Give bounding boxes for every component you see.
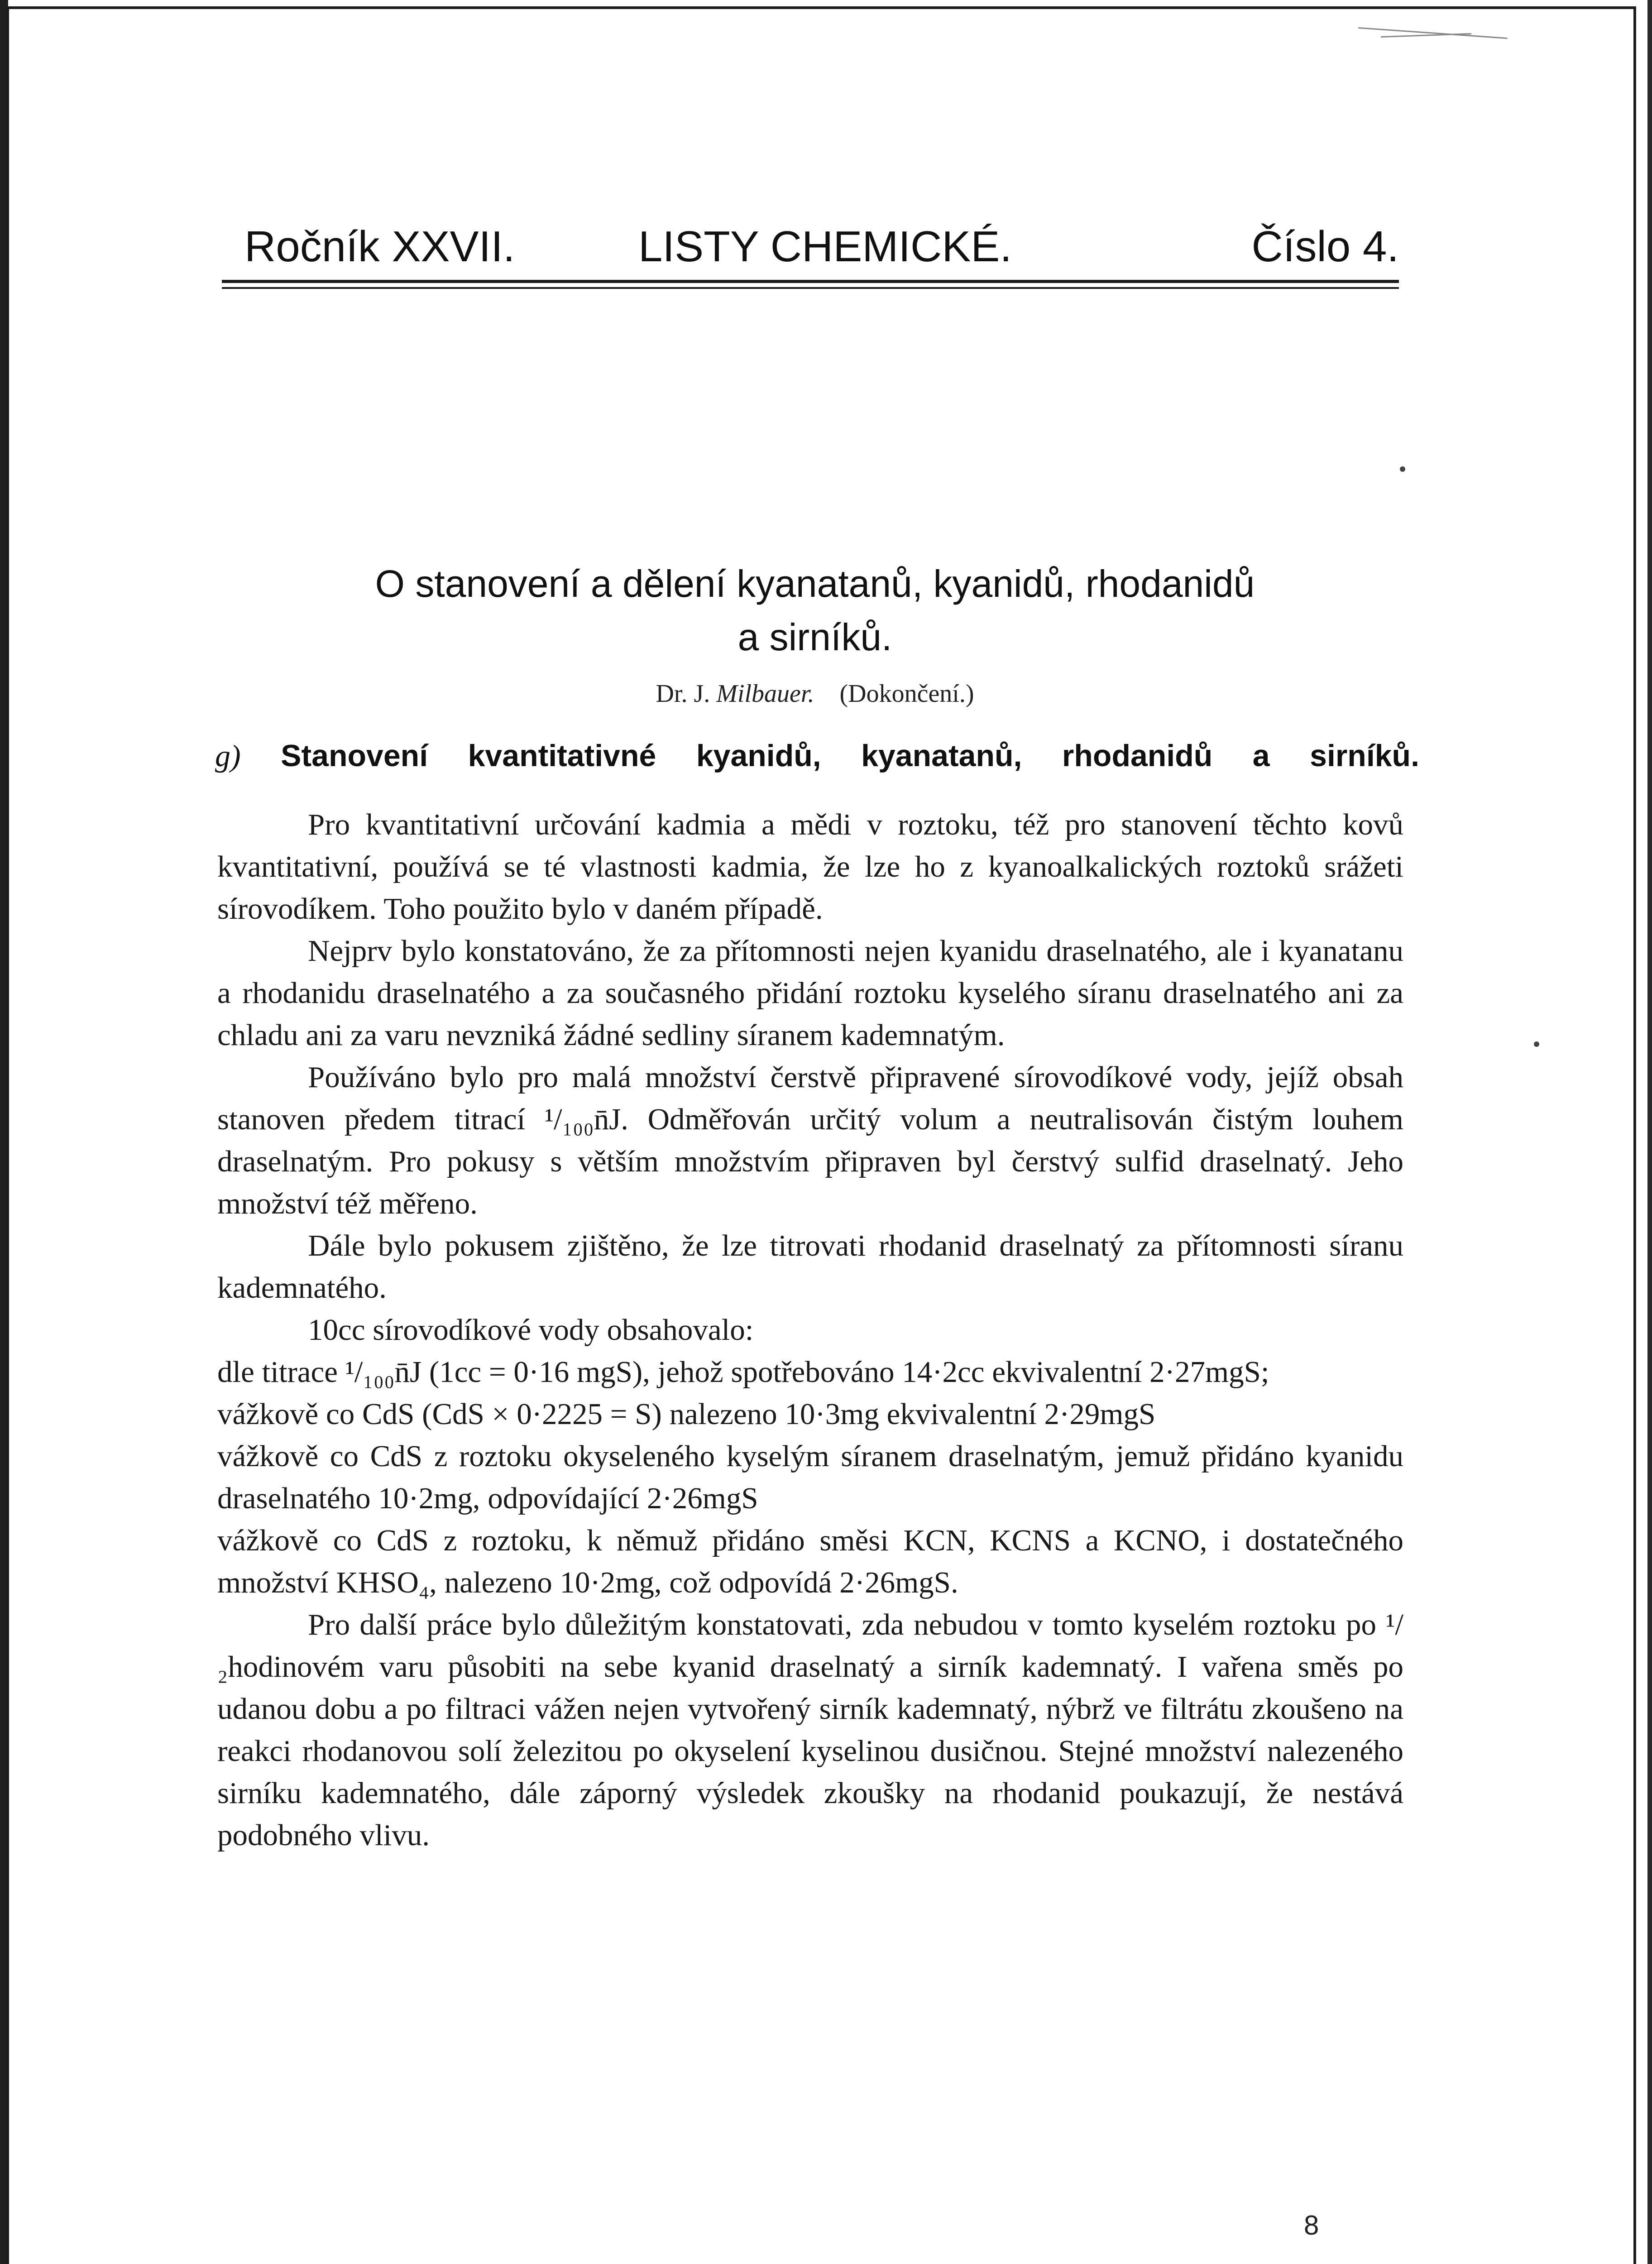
header-journal: LISTY CHEMICKÉ. [638,222,1012,271]
header-volume: Ročník XXVII. [244,222,515,271]
section-letter: g) [215,739,241,773]
scan-speck [1534,1041,1539,1047]
paragraph: Dále bylo pokusem zjištěno, že lze titrovati rhodanid draselnatý za přítomnosti síranu kademnatého. [217,1229,1403,1305]
paragraph: 10cc sírovodíkové vody obsahovalo: [308,1313,754,1347]
measurement-entry: vážkově co CdS (CdS × 0·2225 = S) nalezeno 10·3mg ekvivalentní 2·29mgS [217,1397,1156,1431]
article-title-line-2: a sirníků. [737,616,892,658]
header-issue: Číslo 4. [1251,222,1399,271]
paragraph: Pro kvantitativní určování kadmia a mědi v roztoku, též pro stanovení těchto kovů kvantitativní, používá se té vlastnosti kadmia, že lze ho z kyanoalkalických roztoků srážeti sírovodíkem. Toho použito bylo v daném případě. [217,808,1403,926]
closing-paragraph: Pro další práce bylo důležitým konstatovati, zda nebudou v tomto kyselém roztoku po ¹/₂hodinovém varu působiti na sebe kyanid draselnatý a sirník kademnatý. I vařena směs po udanou dobu a po filtraci vážen nejen vytvořený sirník kademnatý, nýbrž ve filtrátu zkoušeno na reakci rhodanovou solí železitou po okyselení kyselinou dusičnou. Stejné množství nalezeného sirníku kademnatého, dále záporný výsledek zkoušky na rhodanid poukazují, že nestává podobného vlivu. [217,1608,1403,1852]
article-body [217,804,1403,1856]
section-heading [215,738,1419,774]
continuation-note: (Dokončení.) [839,680,974,708]
running-header [222,213,1399,276]
header-rule-bottom [222,287,1399,289]
article-title [222,557,1408,664]
author-prefix: Dr. J. [656,680,710,708]
measurement-entry: vážkově co CdS z roztoku okyseleného kyselým síranem draselnatým, jemuž přidáno kyanidu draselnatého 10·2mg, odpovídající 2·26mgS [217,1439,1403,1515]
scan-speck [1400,466,1405,472]
paragraph: Používáno bylo pro malá množství čerstvě připravené sírovodíkové vody, jejíž obsah stanoven předem titrací ¹/₁₀₀n̄J. Odměřován určitý volum a neutralisován čistým louhem draselnatým. Pro pokusy s větším množstvím připraven byl čerstvý sulfid draselnatý. Jeho množství též měřeno. [217,1060,1403,1220]
measurement-entry: dle titrace ¹/₁₀₀n̄J (1cc = 0·16 mgS), jehož spotřebováno 14·2cc ekvivalentní 2·27mgS; [217,1355,1269,1389]
header-rule-top [222,280,1399,283]
page-number: 8 [1304,2210,1319,2240]
scan-edge-right [1647,0,1652,2264]
article-title-line-1: O stanovení a dělení kyanatanů, kyanidů, rhodanidů [375,562,1255,605]
author-name: Milbauer. [716,680,814,708]
measurement-entry: vážkově co CdS z roztoku, k němuž přidáno směsi KCN, KCNS a KCNO, i dostatečného množství KHSO₄, nalezeno 10·2mg, což odpovídá 2·26mgS. [217,1524,1403,1599]
byline [222,679,1408,708]
paragraph: Nejprv bylo konstatováno, že za přítomnosti nejen kyanidu draselnatého, ale i kyanatanu a rhodanidu draselnatého a za současného přidání roztoku kyselého síranu draselnatého ani za chladu ani za varu nevzniká žádné sedliny síranem kademnatým. [217,934,1403,1052]
section-title: Stanovení kvantitativné kyanidů, kyanatanů, rhodanidů a sirníků. [281,739,1419,773]
